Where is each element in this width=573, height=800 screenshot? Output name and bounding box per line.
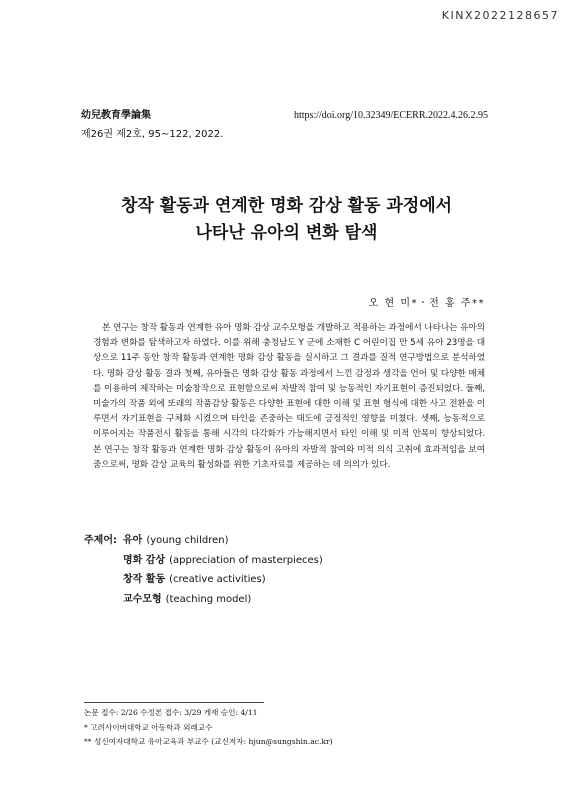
authors: 오 현 미*ㆍ전 홍 주**: [368, 298, 485, 309]
footnote-divider: [84, 702, 264, 703]
document-id: KINX2022128657: [441, 9, 559, 22]
keyword-ko: 창작 활동: [123, 574, 166, 585]
keyword-ko: 교수모형: [123, 593, 162, 605]
journal-name: 幼兒教育學論集: [81, 110, 151, 121]
paper-title: [60, 193, 513, 247]
keyword-en: (creative activities): [169, 574, 266, 585]
journal-header: [81, 109, 271, 142]
keyword-row: [84, 570, 323, 590]
keywords: [84, 531, 323, 609]
keyword-ko: 유아: [123, 535, 143, 546]
keyword-ko: 명화 감상: [123, 554, 166, 566]
footnote-author-1: * 고려사이버대학교 아동학과 외래교수: [84, 722, 213, 732]
footnotes: [84, 706, 504, 750]
keyword-en: (appreciation of masterpieces): [169, 554, 323, 566]
abstract: 본 연구는 창작 활동과 연계한 유아 명화 감상 교수모형을 개발하고 적용하는 과정에서 나타나는 유아의 경험과 변화를 탐색하고자 하였다. 이를 위해 충청남도 Y 군에 소재한 C 어린이집 만 5세 유아 23명을 대상으로 11주 동안 창작 활동과 연계한 명화 감상 활동을 실시하고 그 결과를 질적 연구방법으로 분석하였다. 명화 감상 활동 결과 첫째, 유아들은 명화 감상 활동 과정에서 느낀 감정과 생각을 언어 및 다양한 매체를 이용하여 제작하는 미술창작으로 표현함으로써 자발적 참여 및 능동적인 자기표현이 증진되었다. 둘째, 미술가의 작품 외에 또래의 작품감상 활동은 다양한 표현에 대한 이해 및 표현 형식에 대한 사고 전환을 이루면서 자기표현을 구체화 시켰으며 타인을 존중하는 태도에 긍정적인 영향을 미쳤다. 셋째, 능동적으로 이루어지는 작품전시 활동을 통해 시각의 다각화가 가능해지면서 타인 이해 및 미적 안목이 향상되었다. 본 연구는 창작 활동과 연계한 명화 감상 활동이 유아의 자발적 참여와 미적 의식 고취에 효과적임을 보여줌으로써, 명화 감상 교육의 활성화를 위한 기초자료를 제공하는 데 의의가 있다.: [93, 323, 485, 470]
paper-title-line-1: 창작 활동과 연계한 명화 감상 활동 과정에서: [120, 196, 453, 216]
keywords-label: 주제어:: [84, 535, 117, 546]
footnote-dates: 논문 접수: 2/26 수정본 접수: 3/29 게재 승인: 4/11: [84, 708, 258, 717]
keyword-row: [84, 590, 323, 610]
paper-title-line-2: 나타난 유아의 변화 탐색: [195, 223, 378, 243]
keyword-row: [84, 531, 323, 551]
doi-link[interactable]: https://doi.org/10.32349/ECERR.2022.4.26.2.95: [294, 110, 488, 121]
footnote-author-2: ** 성신여자대학교 유아교육과 부교수 (교신저자: hjun@sungshin.ac.kr): [84, 737, 333, 747]
keyword-row: [84, 551, 323, 571]
keyword-en: (teaching model): [165, 593, 252, 605]
journal-volume: 제26권 제2호, 95∼122, 2022.: [81, 129, 224, 140]
keyword-en: (young children): [146, 535, 229, 546]
